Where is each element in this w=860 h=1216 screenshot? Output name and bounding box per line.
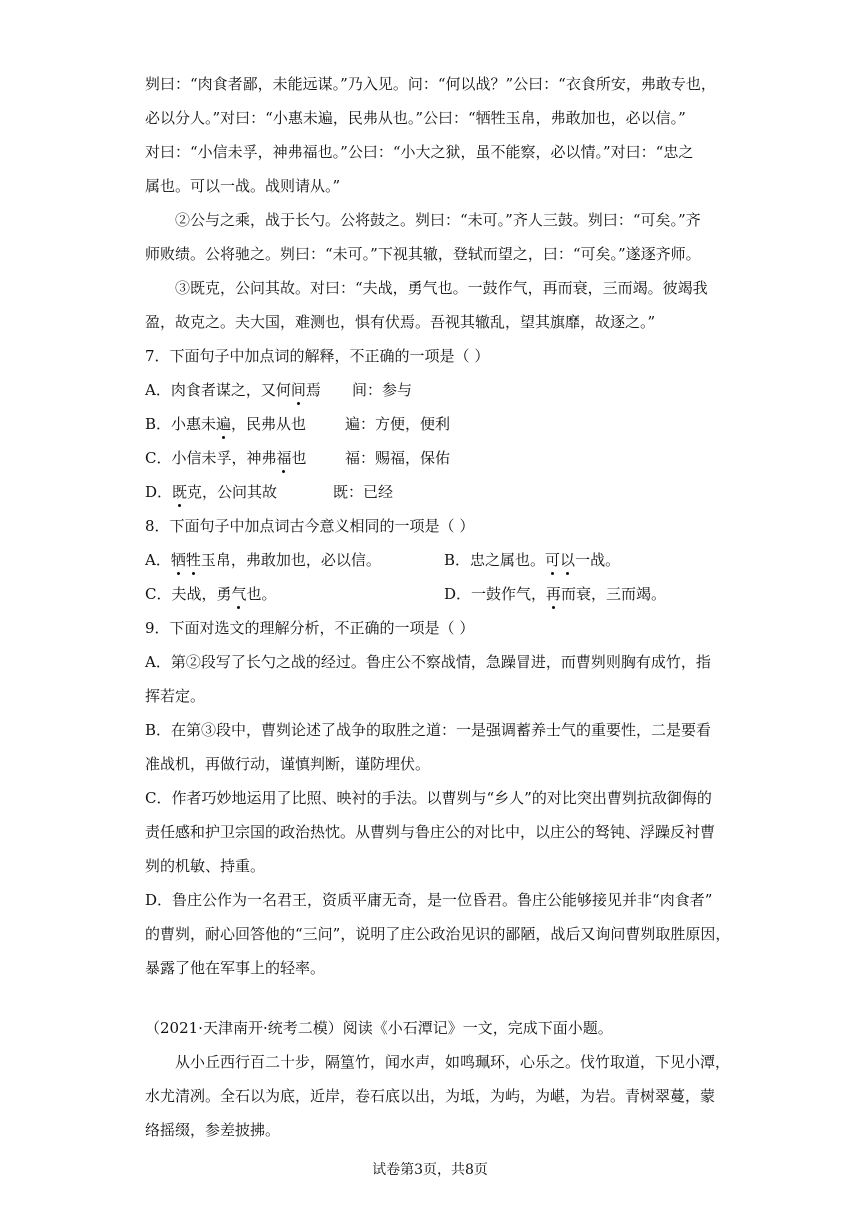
option-text: 一战。 bbox=[575, 551, 621, 569]
question-9-option-b-cont: 准战机，再做行动，谨慎判断，谨防埋伏。 bbox=[145, 755, 431, 773]
question-7-option-b bbox=[145, 414, 306, 434]
question-9-option-d: D．鲁庄公作为一名君王，资质平庸无奇，是一位昏君。鲁庄公能够接见并非“肉食者” bbox=[145, 891, 713, 909]
dotted-word: 再 bbox=[546, 585, 562, 603]
passage-paragraph-2: ②公与之乘，战于长勺。公将鼓之。刿曰：“未可。”齐人三鼓。刿曰：“可矣。”齐 bbox=[175, 211, 701, 229]
dotted-word: 牲 bbox=[185, 551, 201, 569]
option-text: B．小惠未 bbox=[145, 415, 217, 433]
option-text: 焉 bbox=[305, 381, 321, 399]
page-footer: 试卷第3页，共8页 bbox=[372, 1162, 488, 1178]
option-text: 而衰，三而竭。 bbox=[561, 585, 667, 603]
dotted-word: 遍 bbox=[216, 415, 232, 433]
passage-line: 师败绩。公将驰之。刿曰：“未可。”下视其辙，登轼而望之，曰：“可矣。”遂逐齐师。 bbox=[145, 245, 701, 263]
passage-line: 对曰：“小信未孚，神弗福也。”公曰：“小大之狱，虽不能察，必以情。”对曰：“忠之 bbox=[145, 143, 694, 161]
dotted-word: 既 bbox=[172, 483, 188, 501]
question-8-option-b bbox=[444, 550, 620, 570]
question-8-option-a bbox=[145, 550, 381, 570]
question-9-stem: 9．下面对选文的理解分析，不正确的一项是（ ） bbox=[145, 619, 475, 637]
dotted-word: 间 bbox=[290, 381, 306, 399]
dotted-word: 气 bbox=[231, 585, 247, 603]
question-8-option-c bbox=[145, 584, 277, 604]
question-9-option-d-cont: 暴露了他在军事上的轻率。 bbox=[145, 959, 326, 977]
passage-line: 刿曰：“肉食者鄙，未能远谋。”乃入见。问：“何以战？”公曰：“衣食所安，弗敢专也， bbox=[145, 75, 716, 93]
question-9-option-b: B．在第③段中，曹刿论述了战争的取胜之道：一是强调蓄养士气的重要性，二是要看 bbox=[145, 721, 712, 739]
question-8-stem: 8．下面句子中加点词古今意义相同的一项是（ ） bbox=[145, 517, 475, 535]
question-8-option-d bbox=[444, 584, 666, 604]
question-9-option-c-cont: 责任感和护卫宗国的政治热忱。从曹刿与鲁庄公的对比中，以庄公的驽钝、浮躁反衬曹 bbox=[145, 823, 716, 841]
option-text: C．小信未孚，神弗 bbox=[145, 449, 277, 467]
question-9-option-c: C．作者巧妙地运用了比照、映衬的手法。以曹刿与“乡人”的对比突出曹刿抗敌御侮的 bbox=[145, 789, 712, 807]
question-7-option-d bbox=[145, 482, 277, 502]
passage-line: 水尤清冽。全石以为底，近岸，卷石底以出，为坻，为屿，为嵁，为岩。青树翠蔓，蒙 bbox=[145, 1087, 716, 1105]
option-text: A． bbox=[145, 551, 171, 569]
passage-line: 络摇缀，参差披拂。 bbox=[145, 1121, 281, 1139]
option-text: ，民弗从也 bbox=[231, 415, 307, 433]
section-intro: （2021·天津南开·统考二模）阅读《小石潭记》一文，完成下面小题。 bbox=[145, 1019, 613, 1037]
option-text: 玉帛，弗敢加也，必以信。 bbox=[200, 551, 381, 569]
option-text: 也。 bbox=[246, 585, 277, 603]
question-9-option-c-cont: 刿的机敏、持重。 bbox=[145, 857, 266, 875]
question-7-option-a bbox=[145, 380, 321, 400]
dotted-word: 以 bbox=[560, 551, 576, 569]
dotted-word: 牺 bbox=[170, 551, 186, 569]
passage-line: 从小丘西行百二十步，隔篁竹，闻水声，如鸣珮环，心乐之。伐竹取道，下见小潭， bbox=[175, 1053, 731, 1071]
question-7-option-c bbox=[145, 448, 307, 468]
option-text: 克，公问其故 bbox=[187, 483, 278, 501]
option-text: A．肉食者谋之，又何 bbox=[145, 381, 291, 399]
option-text: 也 bbox=[291, 449, 307, 467]
passage-line: 盈，故克之。夫大国，难测也，惧有伏焉。吾视其辙乱，望其旗靡，故逐之。” bbox=[145, 313, 656, 331]
option-gloss: 福：赐福，保佑 bbox=[345, 449, 451, 467]
option-text: D．一鼓作气， bbox=[444, 585, 547, 603]
passage-line: 必以分人。”对曰：“小惠未遍，民弗从也。”公曰：“牺牲玉帛，弗敢加也，必以信。” bbox=[145, 109, 686, 127]
passage-line: 属也。可以一战。战则请从。” bbox=[145, 177, 341, 195]
option-text: D． bbox=[145, 483, 173, 501]
option-gloss: 间：参与 bbox=[352, 381, 413, 399]
dotted-word: 福 bbox=[276, 449, 292, 467]
option-text: C．夫战，勇 bbox=[145, 585, 232, 603]
question-9-option-a: A．第②段写了长勺之战的经过。鲁庄公不察战情，急躁冒进，而曹刿则胸有成竹，指 bbox=[145, 653, 711, 671]
dotted-word: 可 bbox=[545, 551, 561, 569]
question-9-option-a-cont: 挥若定。 bbox=[145, 687, 206, 705]
passage-paragraph-3: ③既克，公问其故。对曰：“夫战，勇气也。一鼓作气，再而衰，三而竭。彼竭我 bbox=[175, 279, 708, 297]
question-9-option-d-cont: 的曹刿，耐心回答他的“三问”，说明了庄公政治见识的鄙陋，战后又询问曹刿取胜原因， bbox=[145, 925, 731, 943]
option-gloss: 既：已经 bbox=[333, 483, 394, 501]
option-text: B．忠之属也。 bbox=[444, 551, 546, 569]
question-7-stem: 7．下面句子中加点词的解释，不正确的一项是（ ） bbox=[145, 347, 490, 365]
option-gloss: 遍：方便，便利 bbox=[345, 415, 451, 433]
